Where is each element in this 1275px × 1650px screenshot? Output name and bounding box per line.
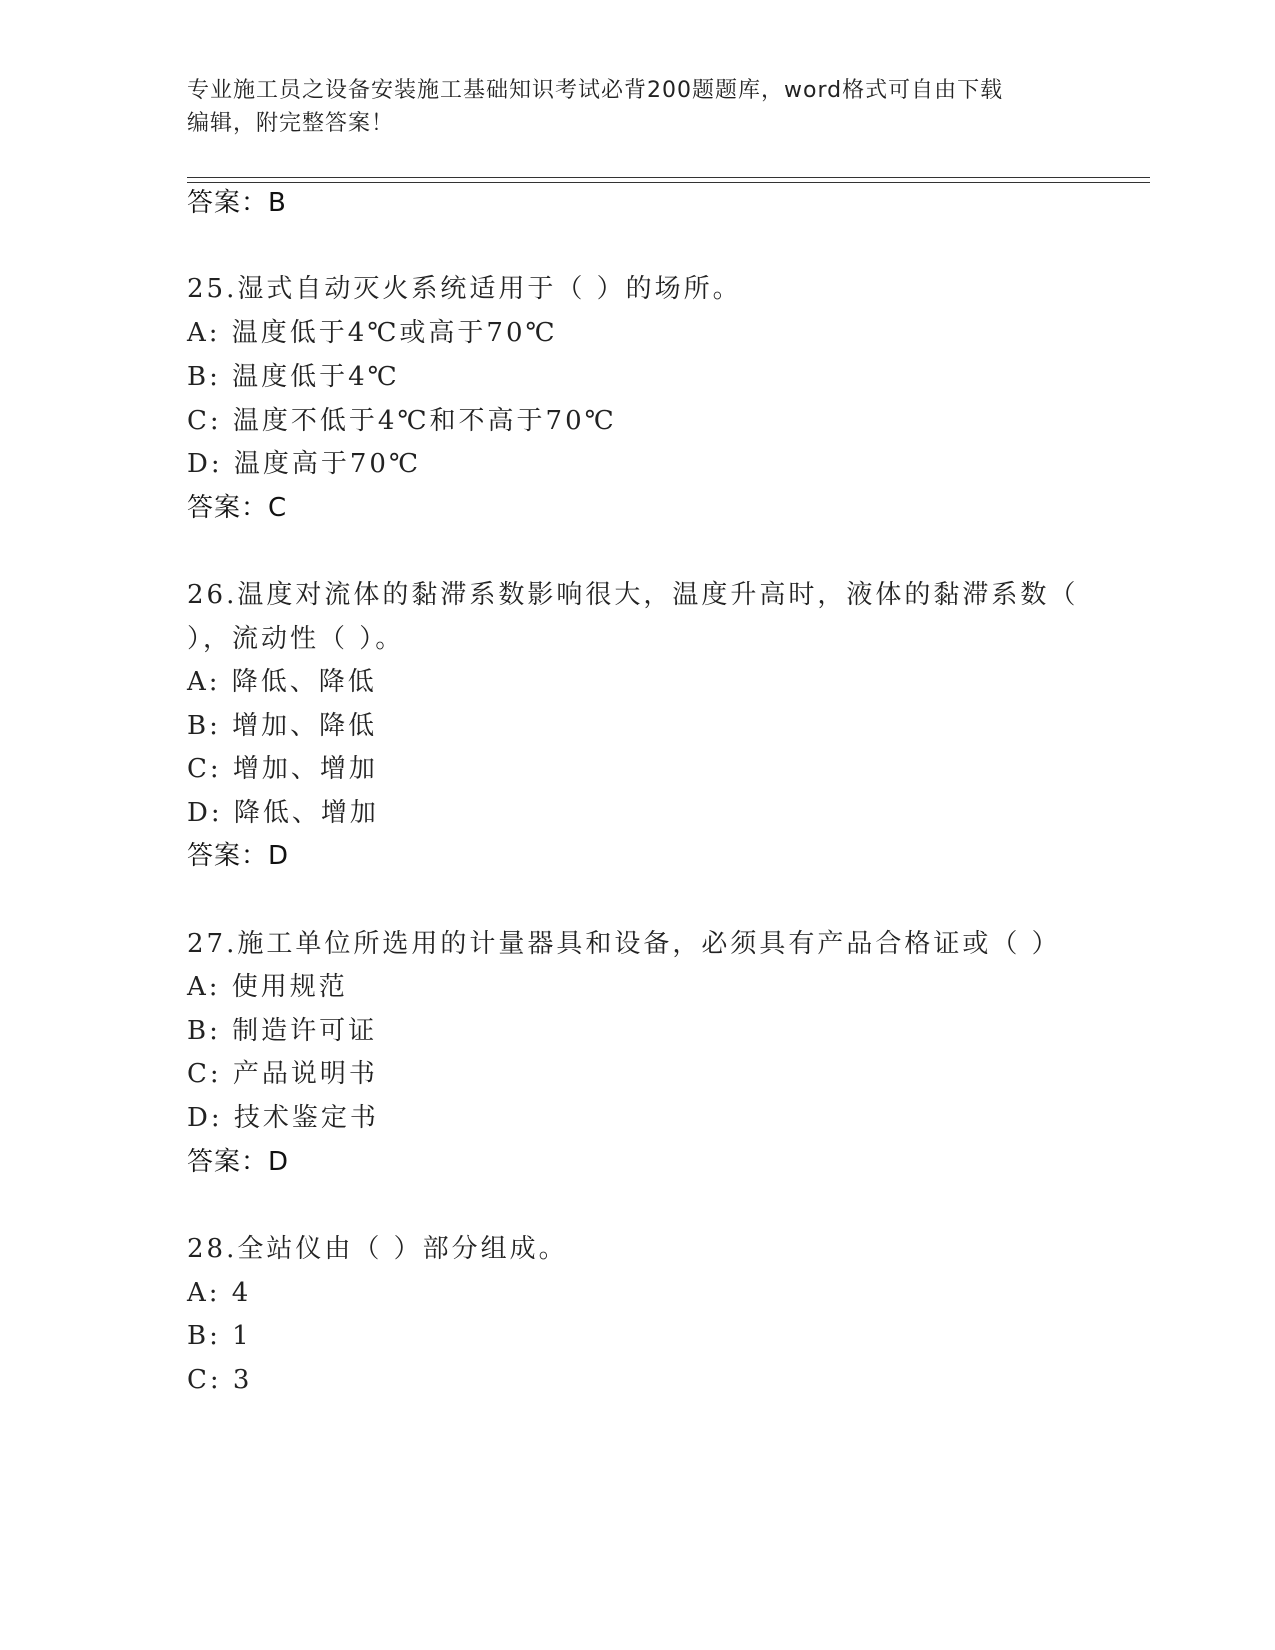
- question-26-option-b: B: 增加、降低: [187, 711, 378, 741]
- question-27-option-b: B: 制造许可证: [187, 1016, 378, 1046]
- question-27-stem: 27.施工单位所选用的计量器具和设备，必须具有产品合格证或（ ）: [187, 929, 1061, 959]
- question-26-answer: 答案：D: [187, 841, 290, 871]
- header-divider: [187, 177, 1150, 183]
- header-line-1: 专业施工员之设备安装施工基础知识考试必背200题题库，word格式可自由下载: [187, 78, 1004, 103]
- question-27-option-c: C: 产品说明书: [187, 1059, 378, 1089]
- question-25-answer: 答案：C: [187, 493, 288, 523]
- question-26-stem-line-1: 26.温度对流体的黏滞系数影响很大，温度升高时，液体的黏滞系数（: [187, 580, 1079, 610]
- question-25-option-a: A: 温度低于4℃或高于70℃: [187, 318, 558, 348]
- question-25-option-b: B: 温度低于4℃: [187, 362, 400, 392]
- answer-prev: 答案：B: [187, 188, 287, 218]
- question-26-option-d: D: 降低、增加: [187, 798, 379, 828]
- question-25-option-c: C: 温度不低于4℃和不高于70℃: [187, 406, 617, 436]
- question-28-option-a: A: 4: [187, 1278, 252, 1308]
- question-27-option-a: A: 使用规范: [187, 972, 348, 1002]
- question-28-option-c: C: 3: [187, 1365, 253, 1395]
- question-26-stem-line-2: ），流动性（ ）。: [187, 624, 405, 654]
- question-27-option-d: D: 技术鉴定书: [187, 1103, 379, 1133]
- question-27-answer: 答案：D: [187, 1147, 290, 1177]
- question-28-option-b: B: 1: [187, 1321, 252, 1351]
- question-25-option-d: D: 温度高于70℃: [187, 449, 422, 479]
- page-header: [187, 74, 1067, 140]
- question-28-stem: 28.全站仪由（ ）部分组成。: [187, 1234, 568, 1264]
- question-25-stem: 25.湿式自动灭火系统适用于（ ）的场所。: [187, 274, 742, 304]
- question-26-option-a: A: 降低、降低: [187, 667, 377, 697]
- header-line-2: 编辑，附完整答案！: [187, 111, 395, 136]
- question-26-option-c: C: 增加、增加: [187, 754, 378, 784]
